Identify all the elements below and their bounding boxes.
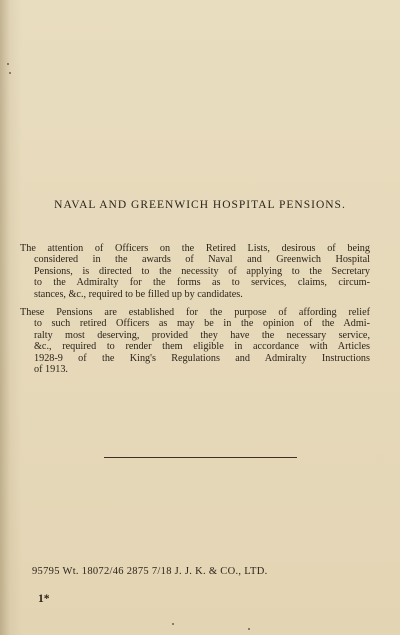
paper-speck	[7, 63, 9, 65]
paper-speck	[248, 628, 250, 630]
signature-mark: 1*	[38, 593, 50, 605]
paper-speck	[9, 72, 11, 74]
document-heading: NAVAL AND GREENWICH HOSPITAL PENSIONS.	[54, 199, 346, 211]
paper-speck	[172, 623, 174, 625]
paragraph-line: Pensions, is directed to the necessity of applying to the Secretary	[34, 265, 370, 277]
printer-imprint: 95795 Wt. 18072/46 2875 7/18 J. J. K. & CO., LTD.	[32, 566, 268, 577]
paragraph-line: &c., required to render them eligible in accordance with Articles	[34, 341, 370, 353]
divider-rule	[104, 457, 297, 458]
paragraph-line: ralty most deserving, provided they have the necessary service,	[34, 329, 370, 341]
paragraph-line: to such retired Officers as may be in the opinion of the Admi-	[34, 318, 370, 330]
paragraph-line: These Pensions are established for the purpose of affording relief	[20, 307, 370, 318]
paragraph-line: stances, &c., required to be filled up by candidates.	[34, 288, 243, 300]
paragraph-line: to the Admiralty for the forms as to services, claims, circum-	[34, 277, 370, 289]
paragraph-pension-purpose	[20, 307, 370, 375]
paragraph-application-notice	[20, 243, 370, 300]
paragraph-line: of 1913.	[34, 364, 68, 376]
paragraph-line: considered in the awards of Naval and Greenwich Hospital	[34, 254, 370, 266]
paragraph-line: The attention of Officers on the Retired Lists, desirous of being	[20, 243, 370, 254]
paragraph-line: 1928-9 of the King's Regulations and Admiralty Instructions	[34, 352, 370, 364]
